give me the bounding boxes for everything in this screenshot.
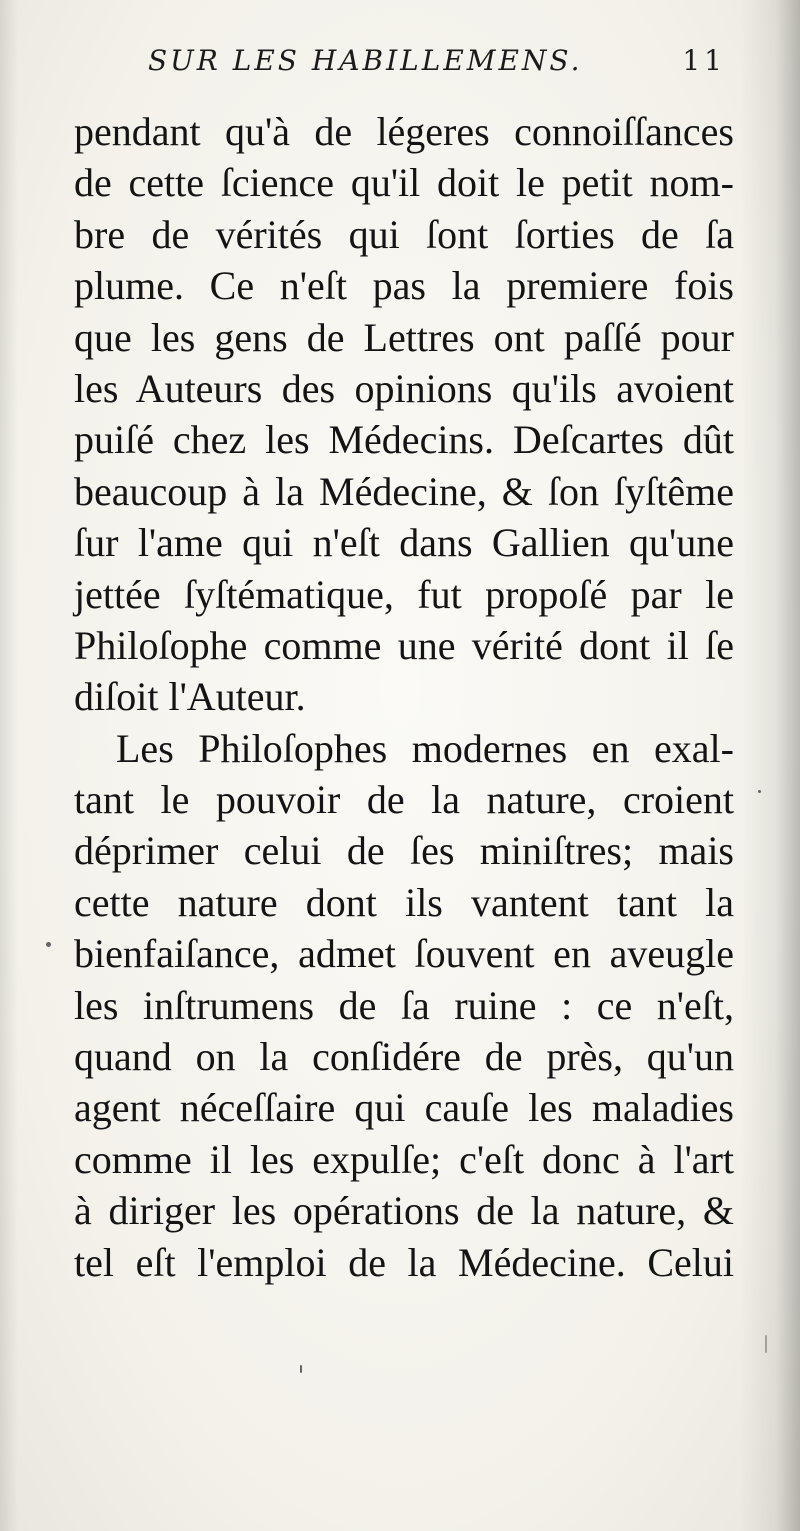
text-line: beaucoup à la Médecine, & ſon ſyſtême [74, 468, 734, 514]
text-line: quand on la conſidére de près, qu'un [74, 1034, 734, 1080]
running-head-title: SUR LES HABILLEMENS. [148, 44, 583, 77]
text-line: agent néceſſaire qui cauſe les maladies [74, 1085, 734, 1131]
text-line: comme il les expulſe; c'eſt donc à l'art [74, 1136, 734, 1182]
text-line: Philoſophe comme une vérité dont il ſe [74, 622, 734, 668]
running-head [148, 44, 738, 90]
text-line: à diriger les opérations de la nature, & [74, 1188, 734, 1234]
text-line-paragraph-end: diſoit l'Auteur. [74, 674, 306, 720]
text-line: tant le pouvoir de la nature, croient [74, 777, 734, 823]
text-line-paragraph-start: Les Philoſophes modernes en exal- [116, 725, 734, 771]
text-line: plume. Ce n'eſt pas la premiere fois [74, 263, 734, 309]
text-line: puiſé chez les Médecins. Deſcartes dût [74, 417, 734, 463]
page-gutter-shadow [740, 0, 800, 1531]
scan-speck [300, 1365, 302, 1373]
text-line: bienfaiſance, admet ſouvent en aveugle [74, 931, 734, 977]
text-line: tel eſt l'emploi de la Médecine. Celui [74, 1239, 734, 1285]
text-line: pendant qu'à de légeres connoiſſances [74, 109, 734, 154]
text-line: ſur l'ame qui n'eſt dans Gallien qu'une [74, 520, 734, 566]
body-text [74, 106, 734, 1288]
scan-speck [758, 790, 761, 793]
text-line: les inſtrumens de ſa ruine : ce n'eſt, [74, 982, 734, 1028]
text-line: cette nature dont ils vantent tant la [74, 879, 734, 925]
scan-speck [46, 942, 51, 947]
scan-speck [765, 1335, 767, 1353]
text-line: de cette ſcience qu'il doit le petit nom- [74, 160, 734, 206]
page-left-edge-shadow [0, 0, 18, 1531]
text-line: jettée ſyſtématique, fut propoſé par le [74, 571, 734, 617]
text-line: déprimer celui de ſes miniſtres; mais [74, 828, 734, 874]
text-line: que les gens de Lettres ont paſſé pour [74, 314, 734, 360]
page-number: 11 [682, 44, 726, 77]
text-line: les Auteurs des opinions qu'ils avoient [74, 365, 734, 411]
text-line: bre de vérités qui ſont ſorties de ſa [74, 211, 734, 257]
